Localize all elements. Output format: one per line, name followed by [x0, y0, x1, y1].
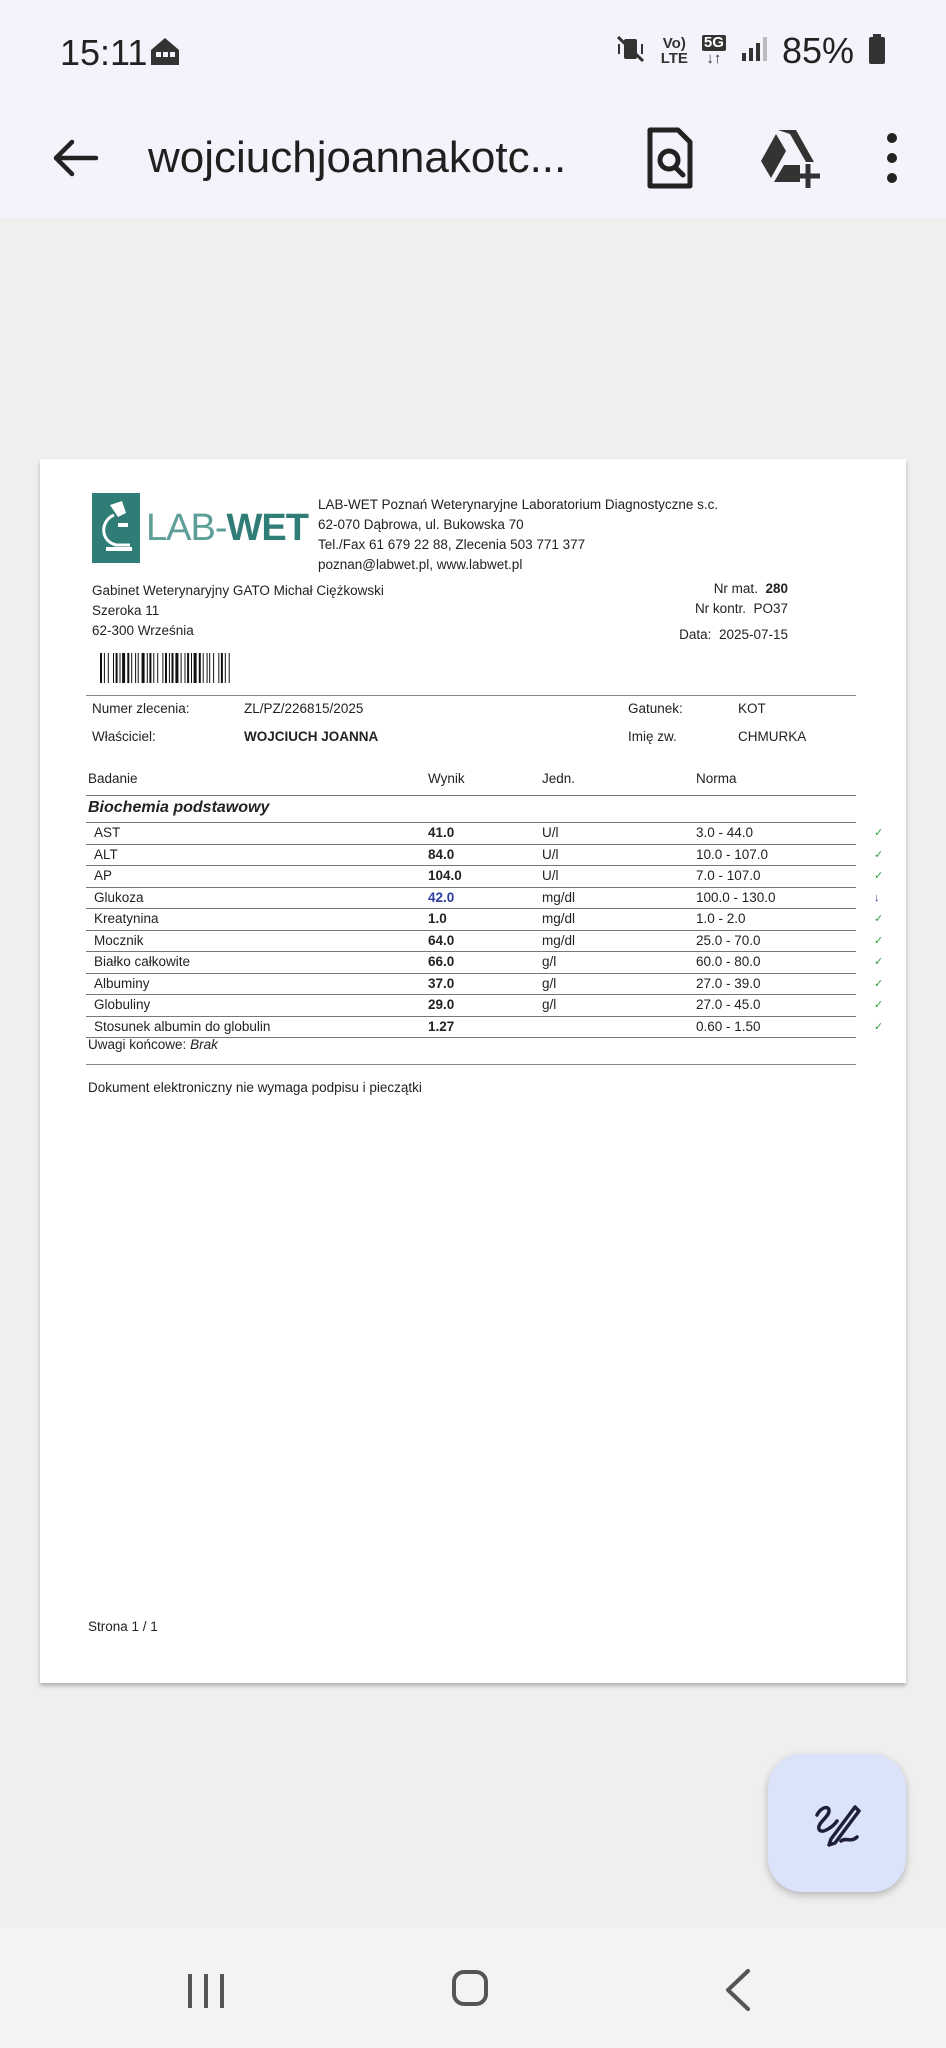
test-name: ALT — [94, 846, 118, 862]
unit-value: mg/dl — [542, 932, 576, 948]
test-name: Stosunek albumin do globulin — [94, 1018, 271, 1034]
animal-name-label: Imię zw. — [628, 729, 677, 744]
norm-range: 27.0 - 45.0 — [696, 997, 761, 1012]
norm-range: 7.0 - 107.0 — [696, 868, 761, 883]
smart-home-icon — [148, 34, 182, 73]
check-icon: ✓ — [874, 848, 884, 861]
table-row — [86, 951, 884, 973]
species-label: Gatunek: — [628, 701, 683, 716]
table-row — [86, 973, 884, 995]
test-name: Globuliny — [94, 997, 151, 1012]
header-norm: Norma — [696, 771, 737, 786]
nr-kontr-label: Nr kontr. — [694, 601, 746, 616]
network-label: 5G — [703, 34, 724, 51]
logo-lab: LAB — [146, 506, 215, 549]
chevron-left-icon — [722, 1968, 752, 2012]
document-meta — [679, 579, 788, 645]
check-icon: ✓ — [874, 999, 884, 1011]
result-value: 64.0 — [428, 932, 455, 948]
result-value: 66.0 — [428, 954, 455, 969]
header-test: Badanie — [88, 771, 138, 786]
species-value: KOT — [738, 701, 766, 716]
drive-add-icon — [754, 124, 824, 192]
header-result: Wynik — [428, 771, 465, 786]
annotate-fab[interactable] — [768, 1754, 906, 1892]
battery-percent: 85% — [781, 30, 854, 71]
test-name: AST — [94, 825, 121, 840]
order-number-label: Numer zlecenia: — [92, 701, 190, 716]
pdf-page[interactable] — [40, 459, 906, 1683]
clinic-address — [92, 581, 384, 641]
unit-value: mg/dl — [542, 889, 576, 905]
divider — [86, 1064, 856, 1065]
system-back-button[interactable] — [722, 1968, 752, 2017]
clinic-line: 62-300 Września — [92, 623, 194, 638]
unit-value: U/l — [542, 868, 559, 883]
header-unit: Jedn. — [542, 771, 576, 786]
unit-value: g/l — [542, 954, 557, 969]
table-row — [86, 887, 880, 909]
document-title: wojciuchjoannakotc... — [148, 133, 567, 182]
result-value: 42.0 — [428, 889, 455, 905]
norm-range: 1.0 - 2.0 — [696, 911, 746, 926]
check-icon: ✓ — [874, 870, 884, 882]
date-value: 2025-07-15 — [718, 627, 788, 642]
table-row — [86, 908, 884, 930]
result-value: 1.0 — [428, 911, 447, 926]
order-details — [92, 701, 852, 757]
nr-mat-value: 280 — [765, 581, 788, 596]
notes-label: Uwagi końcowe: — [88, 1037, 187, 1052]
test-name: AP — [94, 868, 113, 883]
result-value: 104.0 — [428, 868, 462, 883]
result-value: 84.0 — [428, 846, 455, 862]
test-group-title: Biochemia podstawowy — [86, 795, 856, 822]
unit-value: U/l — [542, 825, 559, 840]
status-bar — [0, 0, 946, 104]
logo-text — [146, 507, 308, 550]
network-5g-icon: 5G ↓↑ — [703, 34, 724, 67]
arrow-left-icon — [44, 126, 108, 190]
test-name: Kreatynina — [94, 911, 159, 926]
volte-label: Vo) — [662, 35, 686, 52]
table-row — [86, 865, 884, 887]
clock: 15:11 — [60, 32, 148, 73]
test-name: Mocznik — [94, 932, 144, 948]
labwet-logo — [92, 493, 308, 563]
app-bar — [0, 104, 946, 218]
lab-info-line: 62-070 Dąbrowa, ul. Bukowska 70 — [318, 517, 524, 532]
table-row — [86, 930, 884, 952]
unit-value: g/l — [542, 975, 557, 991]
find-in-document-button[interactable] — [638, 124, 702, 192]
signal-icon — [740, 35, 768, 68]
test-name: Glukoza — [94, 889, 144, 905]
norm-range: 27.0 - 39.0 — [696, 975, 761, 991]
barcode — [100, 653, 278, 683]
check-icon: ✓ — [874, 913, 884, 925]
nr-mat-label: Nr mat. — [713, 581, 758, 596]
check-icon: ✓ — [874, 827, 884, 839]
final-notes — [88, 1037, 218, 1052]
more-vert-icon — [864, 124, 920, 192]
recent-apps-icon — [186, 1972, 226, 2010]
lab-info-line: LAB-WET Poznań Weterynaryjne Laboratorium Diagnostyczne s.c. — [318, 497, 719, 512]
vibrate-mute-icon — [615, 33, 647, 70]
microscope-logo-icon — [92, 493, 140, 563]
norm-range: 25.0 - 70.0 — [696, 932, 761, 948]
page-number: Strona 1 / 1 — [88, 1619, 158, 1634]
result-value: 37.0 — [428, 975, 455, 991]
animal-name-value: CHMURKA — [738, 729, 807, 744]
norm-range: 100.0 - 130.0 — [696, 889, 776, 905]
test-name: Albuminy — [94, 975, 150, 991]
table-row — [86, 844, 884, 866]
test-name: Białko całkowite — [94, 954, 191, 969]
lab-address — [318, 495, 718, 575]
logo-dash: - — [214, 506, 227, 549]
more-options-button[interactable] — [864, 124, 920, 192]
document-search-icon — [638, 124, 702, 192]
norm-range: 60.0 - 80.0 — [696, 954, 761, 969]
table-header — [86, 771, 856, 795]
logo-wet: WET — [226, 506, 308, 549]
check-icon: ✓ — [874, 956, 884, 968]
lab-info-line: Tel./Fax 61 679 22 88, Zlecenia 503 771 377 — [318, 537, 586, 552]
pen-scribble-icon — [811, 1797, 863, 1849]
table-row — [86, 994, 884, 1016]
clinic-line: Gabinet Weterynaryjny GATO Michał Ciężkowski — [92, 583, 384, 598]
back-button[interactable] — [44, 126, 108, 190]
divider — [86, 695, 856, 696]
home-button[interactable] — [452, 1970, 488, 2006]
notes-value: Brak — [190, 1037, 218, 1052]
norm-range: 0.60 - 1.50 — [696, 1018, 761, 1034]
unit-value: g/l — [542, 997, 557, 1012]
check-icon: ✓ — [874, 1020, 884, 1033]
unit-value: U/l — [542, 846, 559, 862]
electronic-signature-note: Dokument elektroniczny nie wymaga podpisu i pieczątki — [88, 1080, 422, 1095]
nr-kontr-value: PO37 — [753, 601, 788, 616]
save-to-drive-button[interactable] — [754, 124, 824, 192]
volte-icon — [661, 36, 688, 66]
result-value: 1.27 — [428, 1018, 455, 1034]
date-label: Data: — [679, 627, 712, 642]
results-table — [86, 771, 884, 1038]
system-nav-bar — [0, 1928, 946, 2048]
lab-info-line: poznan@labwet.pl, www.labwet.pl — [318, 557, 523, 572]
norm-range: 3.0 - 44.0 — [696, 825, 754, 840]
low-flag-icon: ↓ — [874, 891, 880, 904]
order-number-value: ZL/PZ/226815/2025 — [244, 701, 364, 716]
recent-apps-button[interactable] — [186, 1972, 226, 2015]
result-value: 29.0 — [428, 997, 455, 1012]
result-value: 41.0 — [428, 825, 455, 840]
norm-range: 10.0 - 107.0 — [696, 846, 769, 862]
clinic-line: Szeroka 11 — [92, 603, 160, 618]
unit-value: mg/dl — [542, 911, 576, 926]
lte-label: LTE — [660, 50, 688, 67]
check-icon: ✓ — [874, 934, 884, 947]
owner-value: WOJCIUCH JOANNA — [244, 729, 379, 744]
check-icon: ✓ — [874, 977, 884, 990]
table-row — [86, 1016, 884, 1039]
table-row — [86, 822, 884, 844]
owner-label: Właściciel: — [92, 729, 156, 744]
battery-icon — [868, 34, 886, 69]
